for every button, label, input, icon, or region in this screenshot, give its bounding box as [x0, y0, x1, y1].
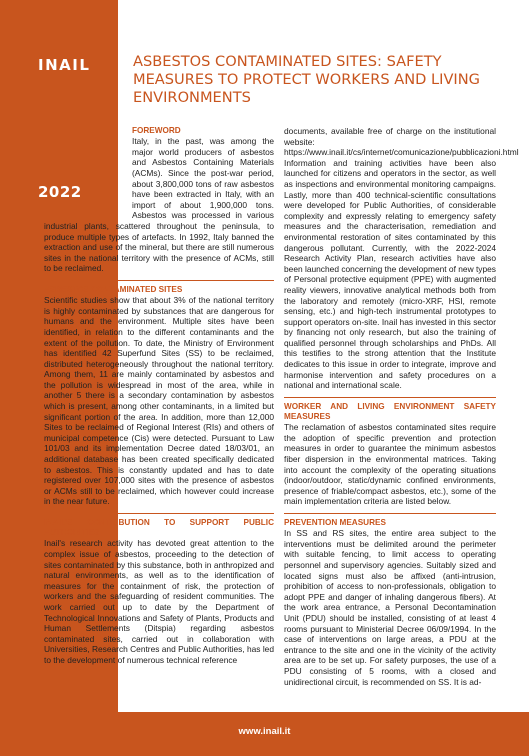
section-divider	[284, 397, 496, 398]
documents-intro: documents, available free of charge on the institutional website:	[284, 126, 496, 147]
information-text: Information and training activities have been also launched for citizens and operators in the sector, as well as inspections and environmental monitoring campaigns. Lastly, more than 400 technical-scientific consultations were developed for Public Authorities, of considerable complexity and expressly relating to emergency safety measures and the characterisation, remediation and environmental restoration of sites contaminated by this dangerous pollutant. Currently, with the 2022-2024 Research Activity Plan, research activities have also been launched concerning the development of new types of Personal protective equipment (PPE) with augmented reality viewers, innovative analytical methods both from the laboratory and remotely (micro-XRF, HSI, remote sensing, etc.) and high-tech instrumental prototypes to support operators on-site. Inail has invested in this sector by financing not only research, but also the training of qualified personnel through scholarships and PhDs. All this testifies to the strong attention that the Institute dedicates to this issue in order to integrate, improve and harmonise intervention and safety procedures on a national and international scale.	[284, 157, 496, 391]
section-divider	[44, 280, 274, 281]
left-column	[44, 126, 274, 666]
worker-safety-heading: WORKER AND LIVING ENVIRONMENT SAFETY MEASURES	[284, 401, 496, 422]
foreword-body: Italy, in the past, was among the major world producers of asbestos and Asbestos Containing Materials (ACMs). Since the post-war period, about 3,800,000 tons of raw asbestos have been extracted in Italy, with an import of about 1,900,000 tons. Asbestos was processed in various industrial plants, scattered throughout the peninsula, to produce multiple types of artefacts. In 1992, Italy banned the extraction and use of the mineral, but there are still numerous sites in the national territory with the presence of ACMs, still to be reclaimed.	[44, 136, 274, 274]
page-title: ASBESTOS CONTAMINATED SITES: SAFETY MEASURES TO PROTECT WORKERS AND LIVING ENVIRONMENTS	[133, 53, 480, 106]
inail-logo: INAIL	[38, 56, 91, 74]
footer-bar	[0, 712, 529, 756]
foreword-indent-spacer	[44, 136, 132, 211]
section-divider	[44, 513, 274, 514]
section-divider	[284, 513, 496, 514]
foreword-heading-block	[44, 126, 274, 136]
prevention-heading: PREVENTION MEASURES	[284, 518, 386, 527]
contaminated-sites-heading: ASBESTOS CONTAMINATED SITES	[44, 284, 183, 294]
foreword-heading: FOREWORD	[132, 126, 181, 135]
footer-website-link[interactable]: www.inail.it	[238, 726, 291, 737]
worker-safety-text: The reclamation of asbestos contaminated sites require the adoption of specific prevention and protection measures in order to guarantee the minimum asbestos fiber dispersion in the environmental matrices. Taking into account the complexity of the operating situations (indoor/outdoor, static/dynamic confined environments, presence of friable/compact asbestos, etc.), some of the main implementation criteria are listed below.	[284, 422, 496, 507]
prevention-text: In SS and RS sites, the entire area subject to the interventions must be delimited around the perimeter with suitable fencing, to limit access to operating personnel and supervisory agencies. Suitably sized and located signs must also be affixed (anti-intrusion, prohibition of access to non-professionals, obligation to adopt PPE and danger of inhaling dangerous fibers). At the work area entrance, a Personal Decontamination Unit (PDU) should be installed, consisting of at least 4 rooms pursuant to Ministerial Decree 06/09/1994. In the case of interventions on large areas, a PDU at the entrance to the site and one in the vicinity of the activity area are to be set up. For safety purposes, the use of a PDU consisting of 5 rooms, with a closed and unidirectional circuit, is recommended on SS. It is ad-	[284, 528, 496, 687]
contaminated-sites-text: Scientific studies show that about 3% of the national territory is highly contaminated by substances that are dangerous for humans and the environment. Multiple sites have been identified, in relation to the different contaminants and the extent of the pollution. To date, the Ministry of Environment has identified 42 Superfund Sites (SS) to be reclaimed, distributed heterogeneously throughout the national territory. Among them, 11 are mainly contaminated by asbestos and the pollution is widespread in most of the area, while in another 5 there is a secondary contamination by asbestos which is present, among other contaminants, in a limited but significant portion of the area. In addition, more than 12,000 Sites to be reclaimed of Regional Interest (RIs) and others of municipal competence (Cis) were detected. Pursuant to Law 101/03 and its implementation Decree dated 18/03/01, an additional database has been created specifically dedicated to asbestos. This is constantly updated and has to date registered over 107,000 sites with the presence of asbestos or ACMs still to be reclaimed, which however could increase in the near future.	[44, 295, 274, 507]
foreword-text	[44, 136, 274, 274]
publications-link[interactable]: https://www.inail.it/cs/internet/comunicazione/pubblicazioni.html	[284, 147, 519, 158]
contribution-heading: INAIL'S CONTRIBUTION TO SUPPORT PUBLIC AUTHORITIES	[44, 518, 274, 538]
right-column	[284, 126, 519, 687]
publication-year: 2022	[38, 183, 82, 201]
contribution-text: Inail's research activity has devoted great attention to the complex issue of asbestos, proceeding to the detection of sites contaminated by this substance, both in anthropized and natural environments, as well as to the identification of measures for the containment of risk, the protection of workers and the safeguarding of resident communities. The work carried out up to date by the Department of Technological Innovations and Safety of Plants, Products and Human Settlements (Ditspia) regarding asbestos contaminated sites, carried out in collaboration with Universities, Research Centres and Public Authorities, has led to the development of numerous technical reference	[44, 538, 274, 665]
